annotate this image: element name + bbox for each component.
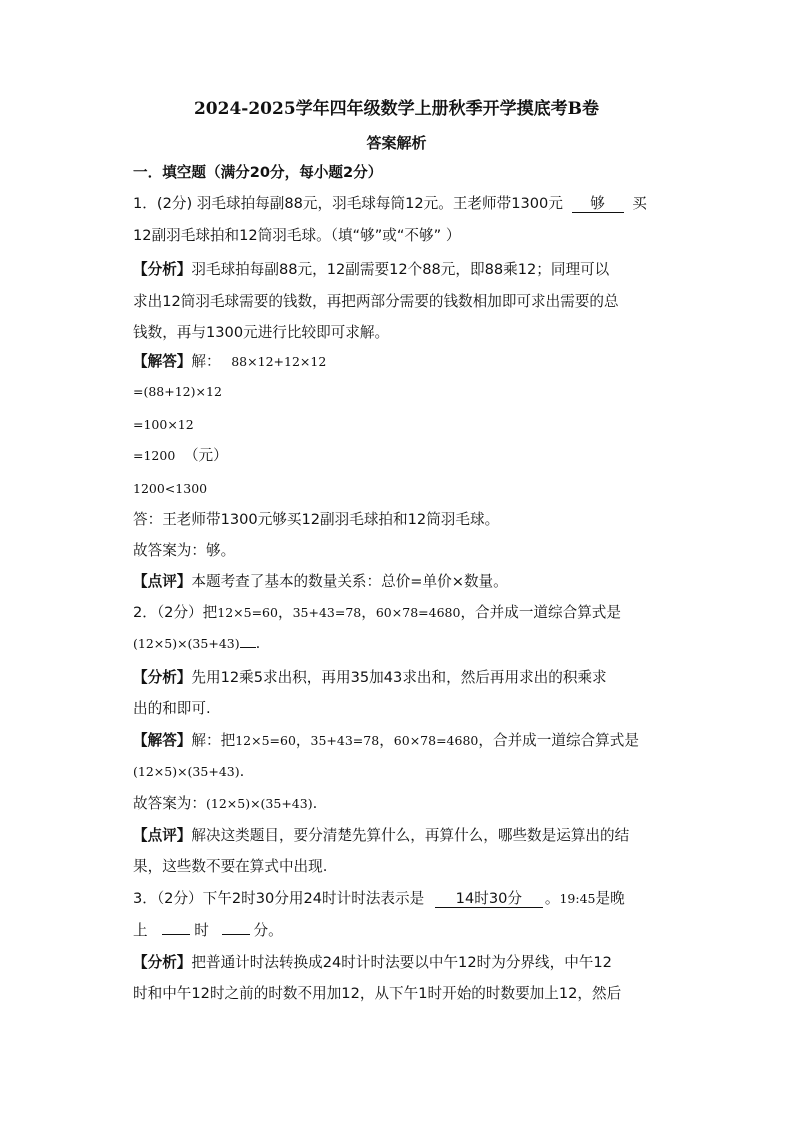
- q3-answer-blank-2: [162, 934, 190, 935]
- comment-tag: 【点评】: [133, 827, 192, 844]
- section-heading: 一．填空题（满分20分，每小题2分）: [133, 164, 383, 181]
- q2-final-answer: [133, 794, 317, 814]
- q1-analysis-3: 钱数，再与1300元进行比较即可求解。: [133, 324, 390, 341]
- q1-reply: 答：王老师带1300元够买12副羽毛球拍和12筒羽毛球。: [133, 511, 500, 528]
- page-title: 2024-2025学年四年级数学上册秋季开学摸底考B卷: [193, 99, 600, 119]
- q2-comment-2: 果，这些数不要在算式中出现.: [133, 858, 328, 875]
- q2-answer-math: (12×5)×(35+43): [133, 764, 240, 779]
- q3-line-2: [133, 921, 283, 941]
- comment-text: 本题考查了基本的数量关系：总价=单价×数量。: [191, 573, 508, 590]
- q2-period: .: [239, 763, 245, 780]
- q2-analysis-2: 出的和即可.: [133, 700, 211, 717]
- q2-answer-blank: [240, 647, 256, 648]
- final-math: (12×5)×(35+43): [205, 796, 313, 811]
- q3-answer-blank-3: [222, 934, 250, 935]
- q1-answer: [133, 352, 326, 372]
- q2-math-3: 60×78=4680: [393, 733, 479, 748]
- q1-equation-3: =100×12: [133, 417, 194, 432]
- q3-text: 分。: [253, 922, 283, 939]
- q2-math-2: 35+43=78: [292, 605, 362, 620]
- q2-answer-math: (12×5)×(35+43): [133, 636, 240, 651]
- q1-comment: [133, 572, 508, 592]
- q2-answer-2: [133, 762, 244, 782]
- q2-line-2: [133, 634, 260, 654]
- comment-tag: 【点评】: [133, 573, 192, 590]
- answer-tag: 【解答】: [133, 732, 192, 749]
- q1-line-1: [133, 194, 647, 214]
- comment-text: 解决这类题目，要分清楚先算什么，再算什么，哪些数是运算出的结: [191, 827, 630, 844]
- q1-text: 1．(2分) 羽毛球拍每副88元，羽毛球每筒12元。王老师带1300元: [133, 195, 563, 212]
- q2-text-end: ，合并成一道综合算式是: [460, 604, 621, 621]
- q3-text-end: 是晚: [595, 890, 625, 907]
- q1-text-end: 买: [632, 195, 647, 212]
- q2-sep: ，: [379, 732, 394, 749]
- q2-math-3: 60×78=4680: [375, 605, 461, 620]
- q2-sep: ，: [295, 732, 311, 749]
- q3-period: 。: [544, 890, 560, 907]
- analysis-text: 先用12乘5求出积，再用35加43求出和，然后再用求出的积乘求: [191, 669, 607, 686]
- q1-equation-2: =(88+12)×12: [133, 384, 222, 399]
- q3-line-1: [133, 889, 625, 909]
- q2-period: .: [255, 635, 261, 652]
- final-text: 故答案为：: [133, 795, 206, 812]
- analysis-tag: 【分析】: [133, 669, 192, 686]
- analysis-tag: 【分析】: [133, 261, 192, 278]
- answer-text: 解：: [191, 353, 221, 370]
- q3-text: 时: [194, 922, 209, 939]
- q1-line-2: 12副羽毛球拍和12筒羽毛球。（填“够”或“不够” ）: [133, 227, 461, 244]
- analysis-tag: 【分析】: [133, 954, 192, 971]
- answer-text: 解：把: [191, 732, 236, 749]
- q3-time: 19:45: [559, 891, 596, 906]
- q1-equation-4: =1200: [133, 448, 176, 463]
- q1-analysis-1: [133, 260, 609, 280]
- q1-equation-4-row: [133, 446, 228, 466]
- q2-answer-1: [133, 731, 639, 751]
- q3-analysis-1: [133, 953, 612, 973]
- q1-analysis-2: 求出12筒羽毛球需要的钱数，再把两部分需要的钱数相加即可求出需要的总: [133, 293, 619, 310]
- answer-tag: 【解答】: [133, 353, 192, 370]
- q2-sep: ，: [277, 604, 293, 621]
- q3-answer-blank-1: 14时30分: [435, 890, 543, 908]
- q2-text: 2．（2分）把: [133, 604, 218, 621]
- q3-text: 上: [133, 922, 148, 939]
- q2-math-2: 35+43=78: [310, 733, 380, 748]
- q2-sep: ，: [361, 604, 376, 621]
- page-subtitle: 答案解析: [366, 134, 427, 152]
- q2-comment-1: [133, 826, 629, 846]
- q2-analysis-1: [133, 668, 607, 688]
- q2-line-1: [133, 603, 621, 623]
- final-period: .: [312, 795, 318, 812]
- analysis-text: 羽毛球拍每副88元，12副需要12个88元，即88乘12；同理可以: [191, 261, 610, 278]
- q3-analysis-2: 时和中午12时之前的时数不用加12，从下午1时开始的时数要加上12，然后: [133, 985, 622, 1002]
- q1-equation-1: 88×12+12×12: [231, 354, 327, 369]
- analysis-text: 把普通计时法转换成24时计时法要以中午12时为分界线，中午12: [191, 954, 612, 971]
- q1-comparison: 1200<1300: [133, 481, 208, 496]
- q3-text: 3．（2分）下午2时30分用24时计时法表示是: [133, 890, 425, 907]
- answer-text-end: ，合并成一道综合算式是: [478, 732, 639, 749]
- q2-math-1: 12×5=60: [235, 733, 296, 748]
- q1-final-answer: 故答案为：够。: [133, 542, 236, 559]
- q1-answer-blank: 够: [572, 195, 624, 213]
- q1-unit: （元）: [183, 447, 228, 464]
- q2-math-1: 12×5=60: [217, 605, 278, 620]
